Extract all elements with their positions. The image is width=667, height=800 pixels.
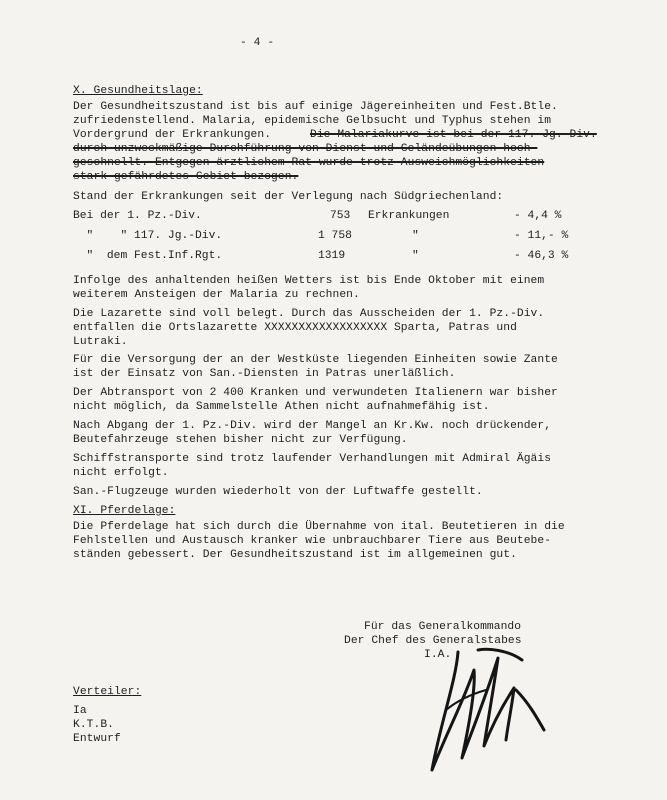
table-cell-unit: " " 117. Jg.-Div. (73, 230, 223, 242)
distribution-heading: Verteiler: (73, 686, 142, 698)
table-cell-percent: - 11,- % (514, 230, 569, 242)
table-cell-unit: " dem Fest.Inf.Rgt. (73, 250, 223, 262)
distribution-item: Ia (73, 705, 87, 717)
signature-line: Der Chef des Generalstabes (344, 635, 522, 647)
versorgung-paragraph-line: Für die Versorgung der an der Westküste liegenden Einheiten sowie Zante (73, 354, 558, 366)
table-cell-label: " (412, 250, 419, 262)
signature-line: I.A. (424, 649, 452, 661)
lazarette-paragraph-line: Lutraki. (73, 336, 128, 348)
weather-paragraph-line: weiterem Ansteigen der Malaria zu rechnen. (73, 289, 360, 301)
lazarette-paragraph-line: Die Lazarette sind voll belegt. Durch das Ausscheiden der 1. Pz.-Div. (73, 308, 545, 320)
struck-text-line: stark gefährdetes Gebiet bezogen. (73, 171, 299, 183)
health-paragraph-line: zufriedenstellend. Malaria, epidemische Gelbsucht und Typhus stehen im (73, 115, 552, 127)
pferde-paragraph-line: Die Pferdelage hat sich durch die Übernahme von ital. Beutetieren in die (73, 521, 565, 533)
table-cell-unit: Bei der 1. Pz.-Div. (73, 210, 202, 222)
struck-text-line: durch unzweckmäßige Durchführung von Dienst und Geländeübungen hoch- (73, 143, 538, 155)
pferde-paragraph-line: Fehlstellen und Austausch kranker wie unbrauchbarer Tiere aus Beutebe- (73, 535, 552, 547)
signature-line: Für das Generalkommando (364, 621, 522, 633)
lazarette-paragraph-line: entfallen die Ortslazarette XXXXXXXXXXXXXXXXXX Sparta, Patras und (73, 322, 517, 334)
health-paragraph-line: Der Gesundheitszustand ist bis auf einige Jägereinheiten und Fest.Btle. (73, 101, 558, 113)
schiff-paragraph-line: nicht erfolgt. (73, 467, 169, 479)
versorgung-paragraph-line: ist der Einsatz von San.-Diensten in Patras unerläßlich. (73, 368, 456, 380)
table-cell-label: " (412, 230, 419, 242)
weather-paragraph-line: Infolge des anhaltenden heißen Wetters ist bis Ende Oktober mit einem (73, 275, 545, 287)
abgang-paragraph-line: Beutefahrzeuge stehen bisher nicht zur Verfügung. (73, 434, 408, 446)
health-paragraph-line: Vordergrund der Erkrankungen. (73, 129, 272, 141)
struck-text-line: Die Malariakurve ist bei der 117. Jg.-Div. (310, 129, 597, 141)
page-number: - 4 - (240, 37, 275, 49)
table-cell-percent: - 46,3 % (514, 250, 569, 262)
table-cell-count: 753 (330, 210, 351, 222)
handwritten-signature (418, 630, 558, 780)
section-xi-heading: XI. Pferdelage: (73, 505, 176, 517)
table-cell-label: Erkrankungen (368, 210, 450, 222)
abtransport-paragraph-line: Der Abtransport von 2 400 Kranken und verwundeten Italienern war bisher (73, 387, 558, 399)
table-cell-count: 1 758 (318, 230, 352, 242)
distribution-item: Entwurf (73, 733, 121, 745)
table-cell-percent: - 4,4 % (514, 210, 562, 222)
flug-paragraph: San.-Flugzeuge wurden wiederholt von der Luftwaffe gestellt. (73, 486, 483, 498)
distribution-item: K.T.B. (73, 719, 114, 731)
table-cell-count: 1319 (318, 250, 346, 262)
abgang-paragraph-line: Nach Abgang der 1. Pz.-Div. wird der Mangel an Kr.Kw. noch drückender, (73, 420, 552, 432)
struck-text-line: geschnellt. Entgegen ärztlichem Rat wurde trotz Ausweichmöglichkeiten (73, 157, 545, 169)
pferde-paragraph-line: ständen gebessert. Der Gesundheitszustand ist im allgemeinen gut. (73, 549, 517, 561)
abtransport-paragraph-line: nicht möglich, da Sammelstelle Athen nicht aufnahmefähig ist. (73, 401, 490, 413)
section-x-heading: X. Gesundheitslage: (73, 85, 203, 97)
schiff-paragraph-line: Schiffstransporte sind trotz laufender Verhandlungen mit Admiral Ägäis (73, 453, 552, 465)
table-intro: Stand der Erkrankungen seit der Verlegung nach Südgriechenland: (73, 191, 504, 203)
